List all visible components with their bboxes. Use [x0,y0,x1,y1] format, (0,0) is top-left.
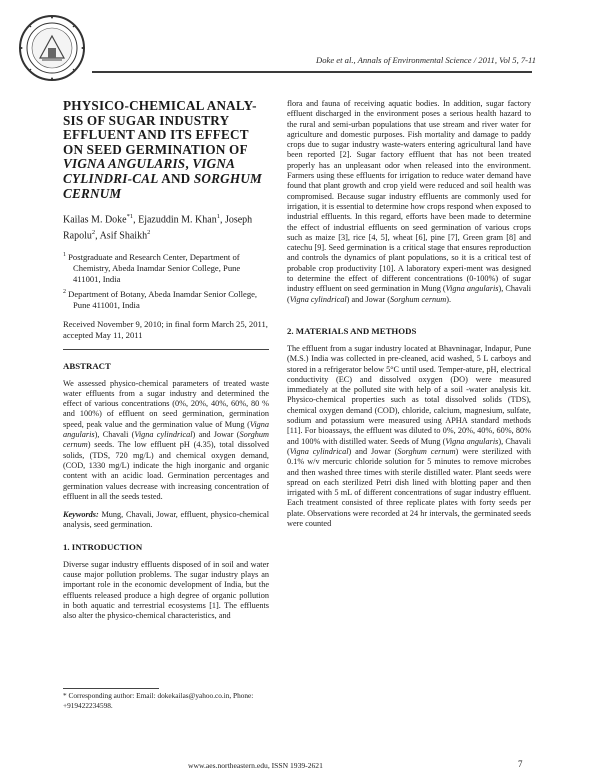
methods-species-1: Vigna angularis [445,436,499,446]
footer-url-issn: www.aes.northeastern.edu, ISSN 1939-2621 [188,761,323,770]
abstract-species-2: Vigna cylindrical [134,430,193,440]
footnote-rule [63,688,159,689]
abstract-text [63,379,269,503]
title-species-2: VIGNA CYLINDRI-CAL [63,156,235,186]
introduction-text: Diverse sugar industry effluents disposed of in soil and water cause major pollution problems. The sugar industry plays an important role in the economic development of India, but the effluents released produce a high degree of organic pollution in both aquatic and terrestrial ecosystems [1]. The effluents also alter the physico-chemical characteristics, and [63,559,269,621]
title-sep-2: AND [158,170,194,186]
methods-heading: 2. MATERIALS AND METHODS [287,325,417,336]
title-text: PHYSICO-CHEMICAL ANALY-SIS OF SUGAR INDUSTRY EFFLUENT AND ITS EFFECT ON SEED GERMINATION OF [63,98,257,157]
abstract-text-2: ), Chavali ( [94,430,135,440]
author-3-sup: 2 [91,229,96,237]
section-rule [63,349,269,350]
methods-species-2: Vigna cylindrical [289,446,349,456]
introduction-text-continued [287,99,531,305]
right-column [287,99,531,529]
author-4: , Asif Shaikh [95,230,148,242]
page-number: 7 [518,759,523,769]
intro-species-1: Vigna angularis [445,284,499,294]
abstract-heading: ABSTRACT [63,360,111,371]
keywords-text: Mung, Chavali, Jowar, effluent, physico-chemical analysis, seed germination. [63,510,269,530]
author-3: , Joseph Rapolu [63,214,253,242]
intro-species-3: Sorghum cernum [389,294,447,304]
header-rule [92,71,532,73]
spacer [287,305,531,315]
abstract-text-1: We assessed physico-chemical parameters of treated waste water effluents from a sugar industry and determined the effect of various concentrations (0%, 20%, 40%, 60%, 80 % and 100%) of effluent on seed germination, germination speed, peak value and the germination value of Mung ( [63,378,269,429]
corresponding-author-footnote: * Corresponding author: Email: dokekailas@yahoo.co.in, Phone: +919422234598. [63,691,254,710]
intro-text-2: flora and fauna of receiving aquatic bodies. In addition, sugar factory effluent discharged in the environment poses a serious health hazard to the rural and semi-urban populations that use stream and river water for agriculture and domestic purposes. Fish mortality and damage to paddy crops due to sugar industry waste-waters entering agricultural land have been reported [2]. Sugar factory effluent that has not been treated properly has an unpleasant odor when released into the environment. Farmers using these effluents for irrigation to reduce water demand have found that plant growth and crop yield were reduced and soil health was compromised. Because sugar industry effluents are commonly used for irrigation, it is essential to determine how crops respond when exposed to industrial effluents. In this regard, efforts have been made to determine the effect of industrial effluents on seed germination of various crops such as maize [3], rice [4, 5], wheat [6], pine [7], Green gram [8] and catechu [9]. Seed germination is a critical stage that ensures reproduction and controls the dynamics of plant populations, so it is a critical test of probable crop productivity [10]. A laboratory experi-ment was designed to determine the effect of different concentrations (0-100%) of sugar industry effluent on seed germination in Mung ( [287,99,531,294]
author-1-sup: *1 [126,213,134,221]
author-2-sup: 1 [216,213,220,221]
intro-text-5: ). [446,294,452,304]
abstract-text-3: ) and Jowar ( [192,430,240,440]
author-2: , Ejazuddin M. Khan [133,214,217,226]
methods-text-2: ), Chavali ( [287,436,531,456]
abstract-species-1: Vigna angularis [63,419,269,440]
left-column [63,99,269,621]
methods-text-3: ) and Jowar ( [348,446,398,456]
methods-text [287,344,531,529]
title-species-1: VIGNA ANGULARIS [63,156,186,172]
article-title [63,99,269,201]
title-sep-1: , [185,156,193,172]
abstract-text-4: ) seeds. The low effluent pH (4.35), total dissolved solids, (TDS, 720 mg/L) and chemical oxygen demand, (COD, 1330 mg/L) indicate the high inorganic and organic content with an acidic load. Germination percentages and germination values decrease with increasing concentration of effluent in all the seeds tested. [63,440,269,501]
affiliation-2 [63,287,269,311]
methods-text-4: ) were sterilized with 0.1% w/v mercuric chloride solution for 5 minutes to remove microbes and then washed three times with sterile distilled water. Plant seeds were spread on each sterilized Petri dish lined with blotting paper and then irrigated with 5 mL of different concentrations of sugar industry effluent. Each treatment consisted of three replicate plates with forty seeds per plate. Observations were recorded at 24 hr intervals, the germinated seeds were counted [287,446,531,528]
affiliation-2-num: 2 [63,288,66,295]
affiliation-1-num: 1 [63,251,66,258]
keywords [63,510,269,531]
title-species-3: SORGHUM CERNUM [63,170,262,201]
abstract-species-3: Sorghum cernum [63,430,269,450]
author-1: Kailas M. Doke [63,214,127,226]
intro-species-2: Vigna cylindrical [289,294,347,304]
intro-text-4: ) and Jowar ( [346,294,390,304]
author-4-sup: 2 [147,229,151,237]
introduction-heading: 1. INTRODUCTION [63,541,143,552]
affiliation-1-text: Postgraduate and Research Center, Department of Chemistry, Abeda Inamdar Senior College, Pune 411001, India [66,251,241,284]
methods-species-3: Sorghum cernum [397,446,456,456]
methods-text-1: The effluent from a sugar industry located at Bhavninagar, Indapur, Pune (M.S.) India was collected in pre-cleaned, acid washed, 5 L carboys and stored in a refrigerator below 5°C until used. Temper-ature, pH, electrical conductivity (EC) and dissolved oxygen (DO) were measured immediately at the polluted site with help of a soil -water analysis kit. Physico-chemical properties such as total dissolved solids (TDS), chemical oxygen demand (COD), chloride, calcium, magnesium, sulfate, sodium and potassium were measured using APHA standard methods [11]. For bioassays, the effluent was diluted to 0%, 20%, 40%, 60%, 80% and 100% with distilled water. Seeds of Mung ( [287,343,531,446]
affiliation-2-text: Department of Botany, Abeda Inamdar Senior College, Pune 411001, India [66,288,258,310]
affiliation-1 [63,250,269,285]
intro-text-3: ), Chavali ( [287,284,531,304]
keywords-label: Keywords: [63,510,99,520]
author-list [63,210,269,243]
running-head: Doke et al., Annals of Environmental Science / 2011, Vol 5, 7-11 [316,55,536,65]
received-dates: Received November 9, 2010; in final form March 25, 2011, accepted May 11, 2011 [63,318,268,340]
university-seal-logo [18,14,86,82]
